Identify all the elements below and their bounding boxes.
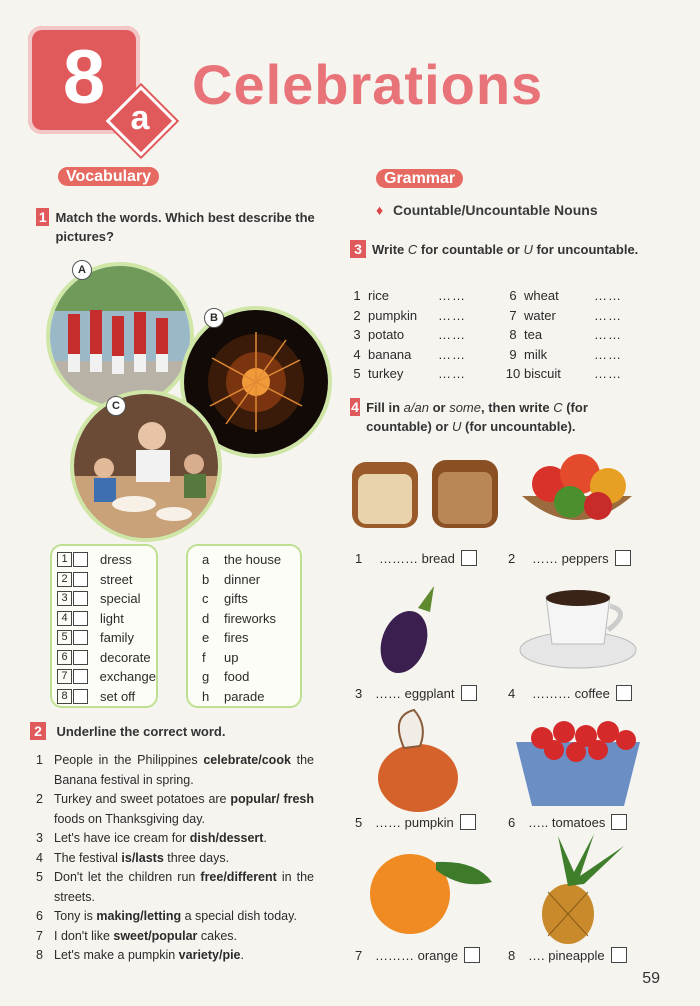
exercise-number: 2 — [30, 722, 46, 740]
bread-picture — [350, 452, 502, 530]
noun-item: 9 milk …… — [509, 346, 622, 362]
answer-box[interactable] — [73, 630, 88, 645]
sentence-list — [36, 751, 314, 966]
sentence-item: 2 Turkey and sweet potatoes are popular/ fresh foods on Thanksgiving day. — [36, 792, 315, 826]
pineapple-picture — [528, 832, 648, 944]
match-right-item: b dinner — [202, 571, 261, 587]
exercise-3-instruction: 3 Write C for countable or U for uncountable. — [350, 240, 640, 259]
food-item-4: 4 ……… coffee — [508, 685, 632, 701]
word-choice[interactable]: is/lasts — [121, 850, 164, 865]
food-item-3: 3 …… eggplant — [355, 685, 477, 701]
match-left-item: 1 dress — [57, 550, 156, 570]
noun-item: 1 rice …… — [353, 288, 466, 303]
noun-list-left — [346, 288, 508, 386]
answer-checkbox[interactable] — [616, 685, 632, 701]
match-right-box — [186, 544, 302, 708]
noun-item: 6 wheat …… — [509, 288, 622, 303]
match-left-item: 3 special — [57, 589, 156, 609]
answer-checkbox[interactable] — [615, 550, 631, 566]
answer-checkbox[interactable] — [464, 947, 480, 963]
picture-a-parade — [46, 262, 194, 410]
match-right-item: e fires — [202, 630, 249, 646]
match-left-item: 8 set off — [57, 687, 156, 707]
answer-box[interactable] — [73, 669, 88, 684]
peppers-picture — [516, 440, 638, 536]
exercise-4-instruction: 4 Fill in a/an or some, then write C (for countable) or U (for uncountable). — [351, 399, 588, 434]
noun-item: 7 water …… — [509, 307, 622, 323]
grammar-heading: Grammar — [376, 170, 463, 188]
match-right-item: d fireworks — [202, 610, 277, 626]
exercise-1-instruction: 1 Match the words. Which best describe the pictures? — [36, 208, 326, 246]
match-right-item: f up — [202, 649, 239, 665]
exercise-number: 4 — [351, 399, 359, 415]
eggplant-picture — [372, 582, 448, 678]
word-choice[interactable]: celebrate/cook — [203, 753, 291, 767]
match-right-item: a the house — [202, 552, 282, 568]
answer-checkbox[interactable] — [611, 814, 627, 830]
answer-box[interactable] — [73, 572, 88, 587]
pumpkin-picture — [370, 706, 464, 814]
answer-box[interactable] — [73, 650, 88, 665]
match-left-item: 2 street — [57, 570, 156, 590]
vocabulary-heading: Vocabulary — [58, 168, 159, 186]
page-title: Celebrations — [192, 53, 544, 116]
noun-item: 8 tea …… — [509, 327, 622, 342]
food-item-7: 7 ……… orange — [355, 947, 480, 963]
answer-box[interactable] — [73, 552, 88, 567]
exercise-number: 3 — [350, 240, 366, 258]
word-choice[interactable]: free/different — [200, 870, 277, 884]
noun-item: 5 turkey …… — [353, 366, 466, 381]
answer-box[interactable] — [73, 591, 88, 606]
food-item-5: 5 …… pumpkin — [355, 814, 476, 830]
food-item-6: 6 ….. tomatoes — [508, 814, 627, 830]
match-left-item: 6 decorate — [57, 648, 156, 668]
sentence-item: 8 Let's make a pumpkin variety/pie. — [36, 948, 244, 962]
page-number: 59 — [642, 970, 660, 987]
match-right-item: h parade — [202, 688, 265, 704]
exercise-2-instruction: 2 Underline the correct word. — [30, 722, 226, 741]
coffee-picture — [516, 578, 640, 674]
match-right-item: c gifts — [202, 591, 248, 607]
unit-letter: a — [130, 99, 150, 137]
unit-number: 8 — [62, 35, 106, 120]
noun-item: 2 pumpkin …… — [353, 307, 466, 323]
sentence-item: 6 Tony is making/letting a special dish today. — [36, 909, 297, 923]
diamond-bullet-icon: ♦ — [376, 202, 384, 218]
noun-item: 10 biscuit …… — [505, 366, 622, 381]
word-choice[interactable]: making/letting — [96, 909, 182, 923]
noun-item: 3 potato …… — [353, 327, 466, 342]
match-right-item: g food — [202, 669, 250, 685]
food-item-1: 1 ……… bread — [355, 550, 477, 566]
match-left-box — [50, 544, 158, 708]
unit-letter-badge — [112, 92, 172, 152]
sentence-item: 5 Don't let the children run free/different in the streets. — [36, 870, 314, 904]
noun-item: 4 banana …… — [353, 346, 466, 362]
match-left-item: 5 family — [57, 628, 156, 648]
sentence-item: 1 People in the Philippines celebrate/cook the Banana festival in spring. — [36, 753, 314, 787]
answer-checkbox[interactable] — [461, 685, 477, 701]
exercise-number: 1 — [36, 208, 49, 226]
sentence-item: 7 I don't like sweet/popular cakes. — [36, 928, 238, 943]
noun-list-right — [502, 288, 664, 386]
answer-checkbox[interactable] — [460, 814, 476, 830]
match-left-item: 7 exchange — [57, 667, 156, 687]
word-choice[interactable]: sweet/popular — [113, 928, 198, 943]
picture-label-c: C — [106, 396, 126, 416]
sentence-item: 3 Let's have ice cream for dish/dessert. — [36, 831, 267, 845]
picture-label-b: B — [204, 308, 224, 328]
word-choice[interactable]: dish/dessert — [189, 831, 264, 845]
answer-box[interactable] — [73, 611, 88, 626]
food-item-2: 2 …… peppers — [508, 550, 631, 566]
picture-label-a: A — [72, 260, 92, 280]
picture-c-family-dinner — [70, 390, 222, 542]
sentence-item: 4 The festival is/lasts three days. — [36, 850, 230, 865]
word-choice[interactable]: variety/pie — [178, 948, 241, 962]
answer-box[interactable] — [73, 689, 88, 704]
match-left-item: 4 light — [57, 609, 156, 629]
answer-checkbox[interactable] — [461, 550, 477, 566]
word-choice[interactable]: popular/ fresh — [230, 792, 315, 806]
tomatoes-picture — [512, 712, 644, 810]
answer-checkbox[interactable] — [611, 947, 627, 963]
food-item-8: 8 …. pineapple — [508, 947, 627, 963]
orange-picture — [366, 842, 496, 938]
grammar-subtitle: ♦ Countable/Uncountable Nouns — [376, 202, 598, 218]
